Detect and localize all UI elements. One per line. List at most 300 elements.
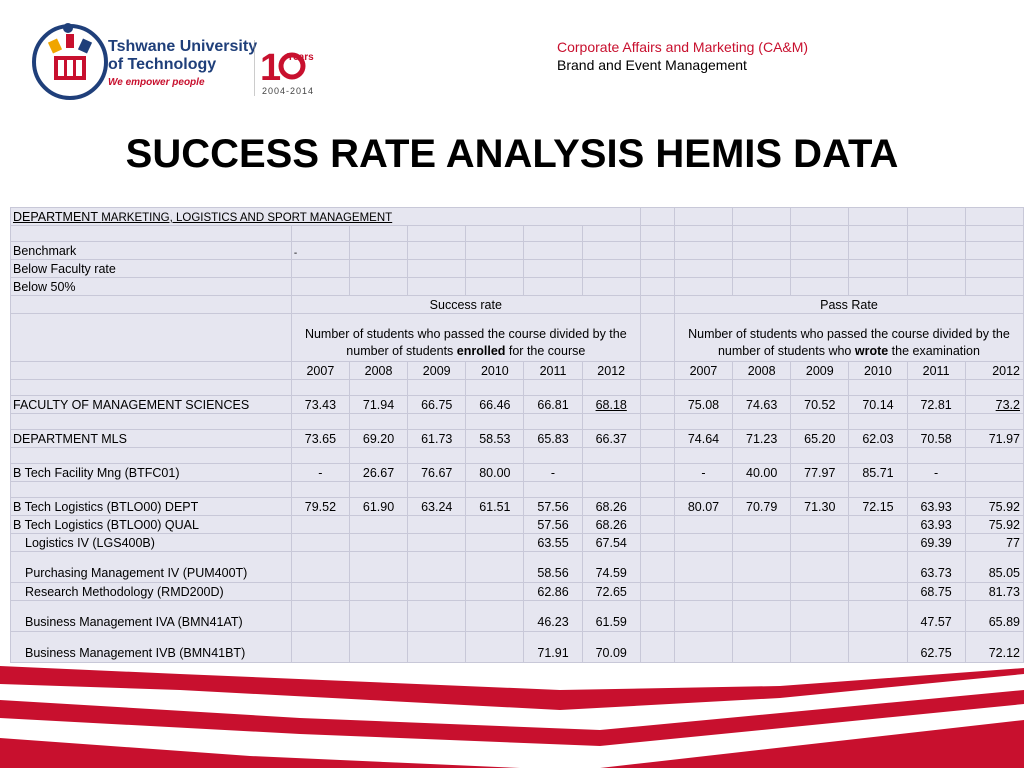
empty-cell <box>791 482 849 498</box>
pass-value: 70.14 <box>849 396 907 414</box>
pass-value: 65.89 <box>965 601 1023 632</box>
pass-value: 72.15 <box>849 498 907 516</box>
empty-cell <box>674 260 732 278</box>
empty-cell <box>524 414 582 430</box>
success-value: 68.18 <box>582 396 640 414</box>
empty-cell <box>466 260 524 278</box>
success-value <box>291 534 349 552</box>
empty-cell <box>640 534 674 552</box>
row-label: Research Methodology (RMD200D) <box>11 583 292 601</box>
success-value: 46.23 <box>524 601 582 632</box>
pass-value: 65.20 <box>791 430 849 448</box>
empty-cell <box>524 278 582 296</box>
year-header: 2012 <box>582 362 640 380</box>
empty-cell <box>408 380 466 396</box>
empty-cell <box>733 414 791 430</box>
pass-value: 77 <box>965 534 1023 552</box>
empty-cell <box>640 516 674 534</box>
desc-text: for the course <box>505 344 586 358</box>
pass-value <box>674 583 732 601</box>
pass-value <box>674 534 732 552</box>
empty-cell <box>640 414 674 430</box>
empty-cell <box>965 380 1023 396</box>
empty-cell <box>733 208 791 226</box>
pass-value <box>791 516 849 534</box>
empty-cell <box>291 226 349 242</box>
empty-cell <box>582 278 640 296</box>
success-value: 68.26 <box>582 498 640 516</box>
empty-cell <box>466 242 524 260</box>
empty-cell <box>466 448 524 464</box>
pass-value: 62.03 <box>849 430 907 448</box>
pass-value <box>791 552 849 583</box>
empty-cell <box>640 396 674 414</box>
pass-value <box>791 601 849 632</box>
empty-cell <box>582 380 640 396</box>
empty-cell <box>733 226 791 242</box>
success-value: 66.75 <box>408 396 466 414</box>
empty-cell <box>849 260 907 278</box>
empty-cell <box>11 414 292 430</box>
empty-cell <box>524 448 582 464</box>
empty-cell <box>466 278 524 296</box>
empty-cell <box>674 414 732 430</box>
empty-cell <box>640 482 674 498</box>
pass-value <box>791 583 849 601</box>
empty-cell <box>674 226 732 242</box>
row-label: B Tech Facility Mng (BTFC01) <box>11 464 292 482</box>
success-value: 65.83 <box>524 430 582 448</box>
org-name-line2: of Technology <box>108 56 217 73</box>
year-header: 2011 <box>524 362 582 380</box>
table-row <box>11 414 1024 430</box>
empty-cell <box>849 448 907 464</box>
table-row <box>11 430 1024 448</box>
success-value: 58.56 <box>524 552 582 583</box>
empty-cell <box>582 448 640 464</box>
table-row <box>11 552 1024 583</box>
pass-value: 62.75 <box>907 632 965 663</box>
success-value <box>349 534 407 552</box>
row-label: Business Management IVB (BMN41BT) <box>11 632 292 663</box>
success-value: 62.86 <box>524 583 582 601</box>
row-label: B Tech Logistics (BTLO00) DEPT <box>11 498 292 516</box>
pass-value: 74.63 <box>733 396 791 414</box>
data-table <box>10 207 1024 663</box>
pass-value <box>733 516 791 534</box>
empty-cell <box>849 278 907 296</box>
empty-cell <box>791 278 849 296</box>
pass-value <box>674 552 732 583</box>
empty-cell <box>674 278 732 296</box>
empty-cell <box>674 380 732 396</box>
pass-value: 80.07 <box>674 498 732 516</box>
org-name <box>108 38 257 88</box>
pass-value <box>733 552 791 583</box>
pass-value: 85.71 <box>849 464 907 482</box>
year-header: 2008 <box>349 362 407 380</box>
empty-cell <box>733 482 791 498</box>
empty-cell <box>733 260 791 278</box>
department-label: DEPARTMENT <box>13 209 102 224</box>
svg-text:1: 1 <box>260 47 282 89</box>
success-value <box>466 552 524 583</box>
university-crest-icon <box>30 20 110 100</box>
year-header: 2009 <box>408 362 466 380</box>
table-row <box>11 278 1024 296</box>
year-header: 2008 <box>733 362 791 380</box>
success-value: 80.00 <box>466 464 524 482</box>
empty-cell <box>582 482 640 498</box>
success-value: 63.24 <box>408 498 466 516</box>
empty-cell <box>466 482 524 498</box>
org-tagline: We empower people <box>108 77 205 88</box>
org-name-line1: Tshwane University <box>108 38 258 55</box>
empty-cell <box>791 448 849 464</box>
empty-cell <box>640 278 674 296</box>
success-value <box>291 601 349 632</box>
empty-cell <box>640 464 674 482</box>
pass-value: 71.97 <box>965 430 1023 448</box>
desc-bold: enrolled <box>456 344 506 358</box>
empty-cell <box>674 208 732 226</box>
pass-value: 69.39 <box>907 534 965 552</box>
empty-cell <box>640 632 674 663</box>
empty-cell <box>965 448 1023 464</box>
empty-cell <box>291 260 349 278</box>
table-row <box>11 464 1024 482</box>
empty-cell <box>791 242 849 260</box>
success-value: 63.55 <box>524 534 582 552</box>
pass-value <box>733 583 791 601</box>
success-value <box>466 583 524 601</box>
row-label: FACULTY OF MANAGEMENT SCIENCES <box>11 396 292 414</box>
empty-cell <box>408 260 466 278</box>
red-swoosh-decoration <box>0 660 1024 768</box>
success-value <box>466 516 524 534</box>
success-value <box>408 601 466 632</box>
success-value <box>291 583 349 601</box>
department-cell <box>11 208 641 226</box>
desc-bold: wrote <box>854 344 889 358</box>
success-value: 74.59 <box>582 552 640 583</box>
success-value: 76.67 <box>408 464 466 482</box>
empty-cell <box>965 208 1023 226</box>
desc-text: Number of students who passed the course divided by the number of students <box>304 327 627 358</box>
pass-value <box>849 516 907 534</box>
empty-cell <box>965 260 1023 278</box>
corp-line2: Brand and Event Management <box>557 57 747 73</box>
empty-cell <box>349 380 407 396</box>
pass-value <box>674 632 732 663</box>
pass-value: 63.93 <box>907 498 965 516</box>
pass-value: 75.92 <box>965 516 1023 534</box>
corp-line1: Corporate Affairs and Marketing (CA&M) <box>557 39 809 55</box>
empty-cell <box>907 380 965 396</box>
department-name: MARKETING, LOGISTICS AND SPORT MANAGEMENT <box>101 211 393 224</box>
empty-cell <box>907 448 965 464</box>
pass-value: 72.81 <box>907 396 965 414</box>
table-row <box>11 396 1024 414</box>
empty-cell <box>640 208 674 226</box>
success-value <box>349 516 407 534</box>
pass-value <box>674 601 732 632</box>
table-row <box>11 516 1024 534</box>
table-row <box>11 226 1024 242</box>
empty-cell <box>291 448 349 464</box>
year-header: 2007 <box>291 362 349 380</box>
empty-cell <box>733 448 791 464</box>
pass-value: 74.64 <box>674 430 732 448</box>
success-value: 73.43 <box>291 396 349 414</box>
empty-cell <box>733 380 791 396</box>
empty-cell <box>791 380 849 396</box>
success-value <box>291 552 349 583</box>
empty-cell <box>849 482 907 498</box>
success-value <box>466 601 524 632</box>
empty-cell <box>291 380 349 396</box>
empty-cell <box>640 498 674 516</box>
pass-value: 70.79 <box>733 498 791 516</box>
success-value <box>408 516 466 534</box>
empty-cell <box>349 448 407 464</box>
corporate-block <box>557 38 808 74</box>
empty-cell <box>849 414 907 430</box>
pass-value: 71.23 <box>733 430 791 448</box>
empty-cell <box>408 448 466 464</box>
success-value: 66.46 <box>466 396 524 414</box>
empty-cell <box>466 414 524 430</box>
empty-cell <box>524 482 582 498</box>
pass-value: 85.05 <box>965 552 1023 583</box>
success-value: 67.54 <box>582 534 640 552</box>
success-value <box>349 552 407 583</box>
pass-value <box>849 552 907 583</box>
pass-value: - <box>674 464 732 482</box>
success-value <box>466 534 524 552</box>
empty-cell <box>11 448 292 464</box>
pass-value: 75.08 <box>674 396 732 414</box>
success-value <box>408 552 466 583</box>
pass-value <box>849 601 907 632</box>
success-value <box>466 632 524 663</box>
success-value: 26.67 <box>349 464 407 482</box>
table-row <box>11 296 1024 314</box>
empty-cell <box>291 482 349 498</box>
row-label: B Tech Logistics (BTLO00) QUAL <box>11 516 292 534</box>
pass-value: - <box>907 464 965 482</box>
empty-cell <box>640 362 674 380</box>
empty-cell <box>640 226 674 242</box>
empty-cell <box>349 482 407 498</box>
empty-cell <box>907 414 965 430</box>
empty-cell <box>582 414 640 430</box>
empty-cell <box>291 414 349 430</box>
success-value: 66.81 <box>524 396 582 414</box>
desc-text: the examination <box>888 344 980 358</box>
success-value <box>349 632 407 663</box>
pass-value <box>733 632 791 663</box>
empty-cell <box>11 314 292 362</box>
empty-cell <box>524 242 582 260</box>
success-value: - <box>524 464 582 482</box>
empty-cell <box>640 314 674 362</box>
benchmark-mark: - <box>291 242 349 260</box>
empty-cell <box>965 242 1023 260</box>
success-value: 57.56 <box>524 498 582 516</box>
pass-value: 72.12 <box>965 632 1023 663</box>
success-value <box>349 601 407 632</box>
empty-cell <box>849 208 907 226</box>
success-value: 61.90 <box>349 498 407 516</box>
empty-cell <box>674 448 732 464</box>
pass-rate-description <box>674 314 1023 362</box>
success-value: 61.51 <box>466 498 524 516</box>
empty-cell <box>849 242 907 260</box>
pass-value <box>674 516 732 534</box>
pass-value: 71.30 <box>791 498 849 516</box>
empty-cell <box>907 482 965 498</box>
table-row <box>11 380 1024 396</box>
success-value: 58.53 <box>466 430 524 448</box>
year-header: 2009 <box>791 362 849 380</box>
empty-cell <box>408 226 466 242</box>
pass-rate-header: Pass Rate <box>674 296 1023 314</box>
empty-cell <box>791 226 849 242</box>
empty-cell <box>408 242 466 260</box>
table-row <box>11 314 1024 362</box>
empty-cell <box>640 552 674 583</box>
pass-value <box>791 534 849 552</box>
empty-cell <box>965 278 1023 296</box>
pass-value <box>965 464 1023 482</box>
pass-value: 68.75 <box>907 583 965 601</box>
empty-cell <box>640 296 674 314</box>
pass-value <box>733 601 791 632</box>
empty-cell <box>466 226 524 242</box>
success-rate-description <box>291 314 640 362</box>
table-row <box>11 632 1024 663</box>
pass-value: 77.97 <box>791 464 849 482</box>
empty-cell <box>791 208 849 226</box>
empty-cell <box>640 380 674 396</box>
pass-value: 75.92 <box>965 498 1023 516</box>
empty-cell <box>907 226 965 242</box>
empty-cell <box>965 414 1023 430</box>
empty-cell <box>408 278 466 296</box>
success-value: 72.65 <box>582 583 640 601</box>
empty-cell <box>524 380 582 396</box>
empty-cell <box>791 260 849 278</box>
success-value <box>408 632 466 663</box>
empty-cell <box>408 482 466 498</box>
empty-cell <box>849 226 907 242</box>
table-row <box>11 448 1024 464</box>
empty-cell <box>349 278 407 296</box>
empty-cell <box>674 242 732 260</box>
empty-cell <box>674 482 732 498</box>
empty-cell <box>11 226 292 242</box>
anniversary-range: 2004-2014 <box>262 86 315 96</box>
benchmark-label: Benchmark <box>11 242 292 260</box>
empty-cell <box>582 242 640 260</box>
empty-cell <box>524 260 582 278</box>
empty-cell <box>849 380 907 396</box>
success-value <box>349 583 407 601</box>
page-title: SUCCESS RATE ANALYSIS HEMIS DATA <box>125 132 899 176</box>
success-value <box>291 516 349 534</box>
below-50-label: Below 50% <box>11 278 292 296</box>
row-label: Purchasing Management IV (PUM400T) <box>11 552 292 583</box>
success-rate-header: Success rate <box>291 296 640 314</box>
empty-cell <box>640 242 674 260</box>
empty-cell <box>733 278 791 296</box>
anniversary-years: Years <box>287 52 314 63</box>
table-row <box>11 601 1024 632</box>
success-value: 71.94 <box>349 396 407 414</box>
pass-value <box>791 632 849 663</box>
empty-cell <box>11 296 292 314</box>
below-faculty-label: Below Faculty rate <box>11 260 292 278</box>
empty-cell <box>907 278 965 296</box>
empty-cell <box>640 583 674 601</box>
empty-cell <box>466 380 524 396</box>
success-value: 61.73 <box>408 430 466 448</box>
table-row <box>11 260 1024 278</box>
empty-cell <box>907 208 965 226</box>
success-value <box>408 583 466 601</box>
empty-cell <box>582 226 640 242</box>
pass-value <box>849 534 907 552</box>
empty-cell <box>524 226 582 242</box>
empty-cell <box>349 414 407 430</box>
empty-cell <box>965 226 1023 242</box>
table-row <box>11 534 1024 552</box>
empty-cell <box>733 242 791 260</box>
year-header: 2010 <box>849 362 907 380</box>
empty-cell <box>640 601 674 632</box>
pass-value <box>849 632 907 663</box>
row-label: Business Management IVA (BMN41AT) <box>11 601 292 632</box>
success-value <box>582 464 640 482</box>
success-value: 68.26 <box>582 516 640 534</box>
empty-cell <box>907 260 965 278</box>
pass-value: 63.93 <box>907 516 965 534</box>
pass-value: 63.73 <box>907 552 965 583</box>
pass-value <box>733 534 791 552</box>
table-row <box>11 498 1024 516</box>
empty-cell <box>408 414 466 430</box>
table-row <box>11 482 1024 498</box>
row-label: DEPARTMENT MLS <box>11 430 292 448</box>
year-header: 2011 <box>907 362 965 380</box>
pass-value: 81.73 <box>965 583 1023 601</box>
empty-cell <box>11 482 292 498</box>
table-row <box>11 583 1024 601</box>
year-header: 2010 <box>466 362 524 380</box>
empty-cell <box>640 448 674 464</box>
empty-cell <box>791 414 849 430</box>
table-row <box>11 362 1024 380</box>
pass-value: 47.57 <box>907 601 965 632</box>
pass-value: 70.52 <box>791 396 849 414</box>
success-value <box>408 534 466 552</box>
year-header: 2012 <box>965 362 1023 380</box>
empty-cell <box>11 362 292 380</box>
table-row <box>11 242 1024 260</box>
success-rate-table <box>10 207 1024 663</box>
success-value: 79.52 <box>291 498 349 516</box>
